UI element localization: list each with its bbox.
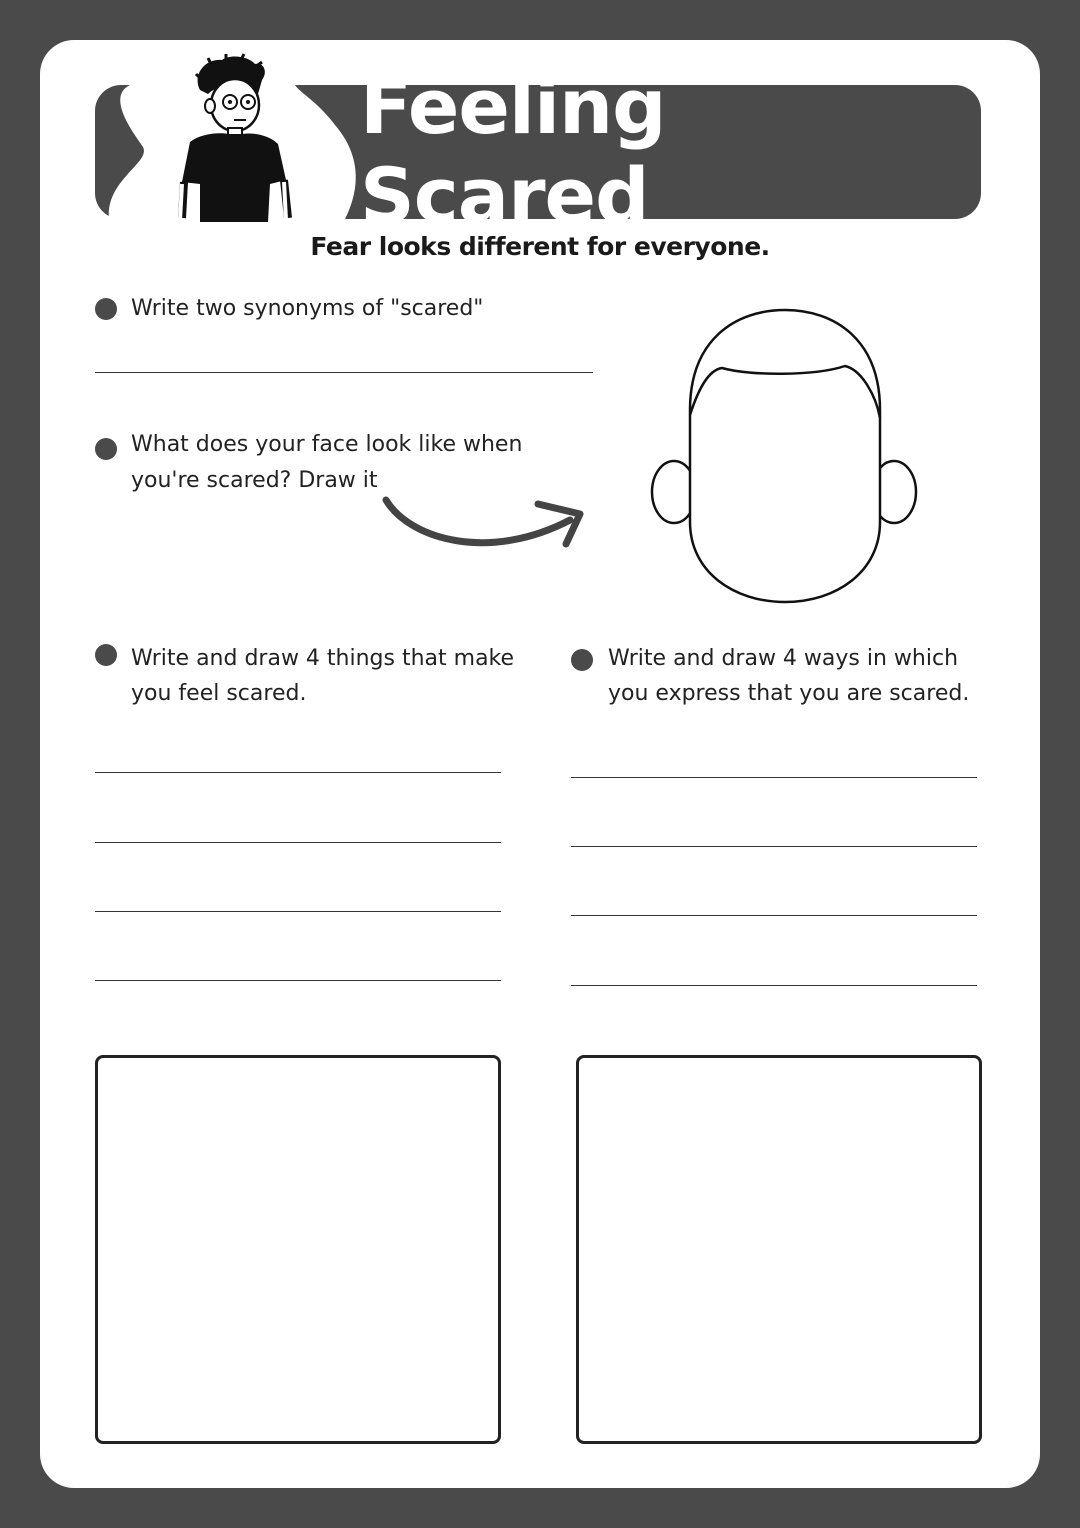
drawing-box-ways[interactable] (576, 1055, 982, 1444)
bullet-q2 (95, 438, 117, 460)
page-title: Feeling Scared (360, 62, 666, 240)
question-ways-line2: you express that you are scared. (608, 681, 970, 706)
answer-line-ways-2[interactable] (571, 846, 977, 847)
question-things-line1: Write and draw 4 things that make (131, 646, 515, 671)
answer-line-ways-4[interactable] (571, 985, 977, 986)
arrow-icon (380, 490, 600, 560)
page-subtitle: Fear looks different for everyone. (310, 232, 770, 261)
question-things-line2: you feel scared. (131, 681, 307, 706)
answer-line-ways-3[interactable] (571, 915, 977, 916)
blank-face-outline[interactable] (640, 300, 930, 610)
bullet-q4 (571, 649, 593, 671)
answer-line-synonyms[interactable] (95, 372, 593, 373)
question-synonyms: Write two synonyms of "scared" (131, 296, 484, 321)
answer-line-things-1[interactable] (95, 772, 501, 773)
question-face-line2: you're scared? Draw it (131, 468, 378, 493)
drawing-box-things[interactable] (95, 1055, 501, 1444)
answer-line-things-2[interactable] (95, 842, 501, 843)
question-ways-line1: Write and draw 4 ways in which (608, 646, 959, 671)
answer-line-ways-1[interactable] (571, 777, 977, 778)
boy-illustration (160, 50, 300, 222)
answer-line-things-4[interactable] (95, 980, 501, 981)
answer-line-things-3[interactable] (95, 911, 501, 912)
bullet-q3 (95, 644, 117, 666)
bullet-q1 (95, 298, 117, 320)
question-face-line1: What does your face look like when (131, 432, 523, 457)
